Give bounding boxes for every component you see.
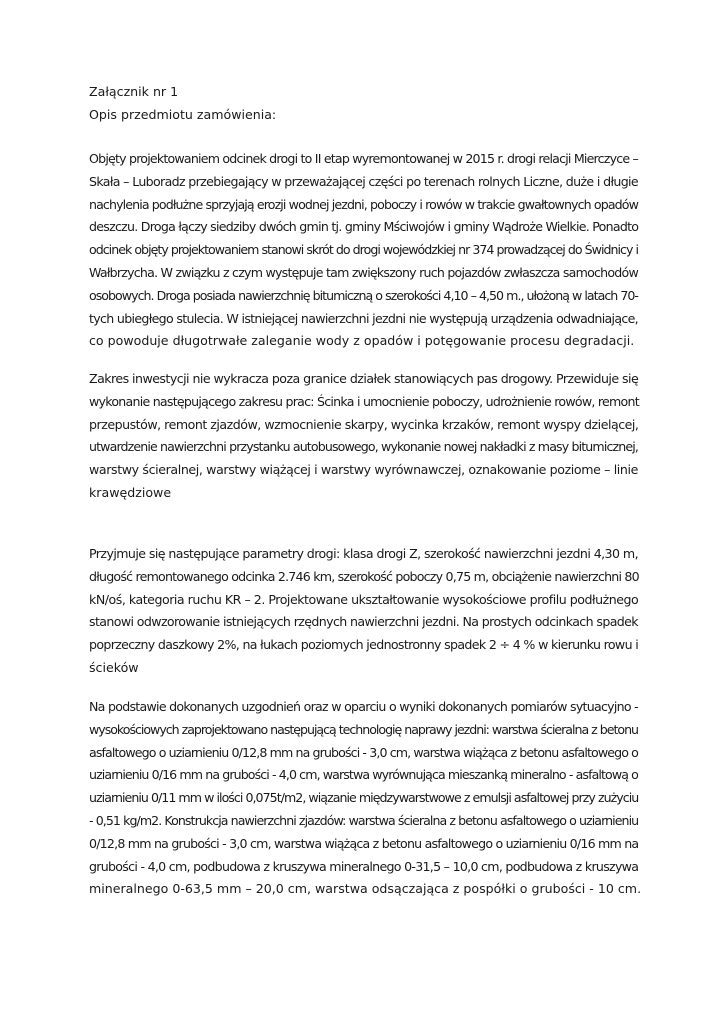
document-subject: Opis przedmiotu zamówienia: [89, 106, 277, 122]
text-line: co powoduje długotrwałe zaleganie wody z opadów i potęgowanie procesu degradacji. [89, 333, 635, 349]
text-line: utwardzenie nawierzchni przystanku autobusowego, wykonanie nowej nakładki z masy bitumicznej, [89, 439, 638, 455]
text-line: tych ubiegłego stulecia. W istniejącej nawierzchni jezdni nie występują urządzenia odwadniające, [89, 310, 638, 326]
text-line: poprzeczny daszkowy 2%, na łukach poziomych jednostronny spadek 2 ÷ 4 % w kierunku rowu i [89, 637, 639, 653]
text-line: uziarnieniu 0/11 mm w ilości 0,075t/m2, wiązanie międzywarstwowe z emulsji asfaltowej przy zużyciu [89, 790, 639, 806]
text-line: 0/12,8 mm na grubości - 3,0 cm, warstwa wiążąca z betonu asfaltowego o uziarnieniu 0/16 mm na [89, 835, 639, 851]
text-line: stanowi odwzorowanie istniejących rzędnych nawierzchni jezdni. Na prostych odcinkach spadek [89, 614, 638, 630]
text-line: osobowych. Droga posiada nawierzchnię bitumiczną o szerokości 4,10 – 4,50 m., ułożoną w latach 70- [89, 287, 638, 303]
text-line: warstwy ścieralnej, warstwy wiążącej i warstwy wyrównawczej, oznakowanie poziome – linie [89, 462, 638, 478]
text-line: odcinek objęty projektowaniem stanowi skrót do drogi wojewódzkiej nr 374 prowadzącej do Świdnicy i [89, 242, 638, 258]
text-line: Zakres inwestycji nie wykracza poza granice działek stanowiących pas drogowy. Przewiduje się [89, 371, 639, 386]
paragraph-road-parameters [89, 543, 638, 680]
paragraph-repair-technology [89, 696, 642, 901]
document-header [89, 81, 649, 127]
text-line: asfaltowego o uziarnieniu 0/12,8 mm na grubości - 3,0 cm, warstwa wiążąca z betonu asfaltowego o [89, 744, 638, 760]
text-line: Na podstawie dokonanych uzgodnień oraz w oparciu o wyniki dokonanych pomiarów sytuacyjno - [89, 699, 638, 714]
text-line: deszczu. Droga łączy siedziby dwóch gmin tj. gminy Mściwojów i gminy Wądroże Wielkie. Ponadto [89, 219, 639, 235]
text-line: Objęty projektowaniem odcinek drogi to II etap wyremontowanej w 2015 r. drogi relacji Mierczyce – [89, 151, 639, 166]
text-line: Przyjmuje się następujące parametry drogi: klasa drogi Z, szerokość nawierzchni jezdni 4,30 m, [89, 546, 638, 561]
text-line: kN/oś, kategoria ruchu KR – 2. Projektowane ukształtowanie wysokościowe profilu podłużnego [89, 591, 639, 607]
text-line: mineralnego 0-63,5 mm – 20,0 cm, warstwa odsączająca z pospółki o grubości - 10 cm. [89, 881, 642, 897]
text-line: nachylenia podłużne sprzyjają erozji wodnej jezdni, poboczy i rowów w trakcie gwałtownych opadów [89, 196, 638, 212]
text-line: krawędziowe [89, 484, 172, 500]
paragraph-road-description [89, 148, 638, 353]
text-line: grubości - 4,0 cm, podbudowa z kruszywa mineralnego 0-31,5 – 10,0 cm, podbudowa z kruszywa [89, 858, 639, 874]
attachment-label: Załącznik nr 1 [89, 84, 179, 99]
text-line: długość remontowanego odcinka 2.746 km, szerokość poboczy 0,75 m, obciążenie nawierzchni 80 [89, 568, 639, 584]
text-line: Wałbrzycha. W związku z czym występuje tam zwiększony ruch pojazdów zwłaszcza samochodów [89, 264, 638, 280]
text-line: wysokościowych zaprojektowano następującą technologię naprawy jezdni: warstwa ścieralna z betonu [89, 721, 638, 737]
text-line: wykonanie następującego zakresu prac: Ścinka i umocnienie poboczy, udrożnienie rowów, remont [89, 393, 639, 409]
text-line: Skała – Luboradz przebiegający w przeważającej części po terenach rolnych Liczne, duże i długie [89, 173, 638, 189]
paragraph-scope-of-works [89, 368, 638, 505]
text-line: uziarnieniu 0/16 mm na grubości - 4,0 cm, warstwa wyrównująca mieszanką mineralno - asfaltową o [89, 767, 638, 783]
text-line: ścieków [89, 659, 139, 675]
text-line: przepustów, remont zjazdów, wzmocnienie skarpy, wycinka krzaków, remont wyspy dzielącej, [89, 416, 639, 432]
text-line: - 0,51 kg/m2. Konstrukcja nawierzchni zjazdów: warstwa ścieralna z betonu asfaltowego o uziarnieniu [89, 812, 639, 828]
